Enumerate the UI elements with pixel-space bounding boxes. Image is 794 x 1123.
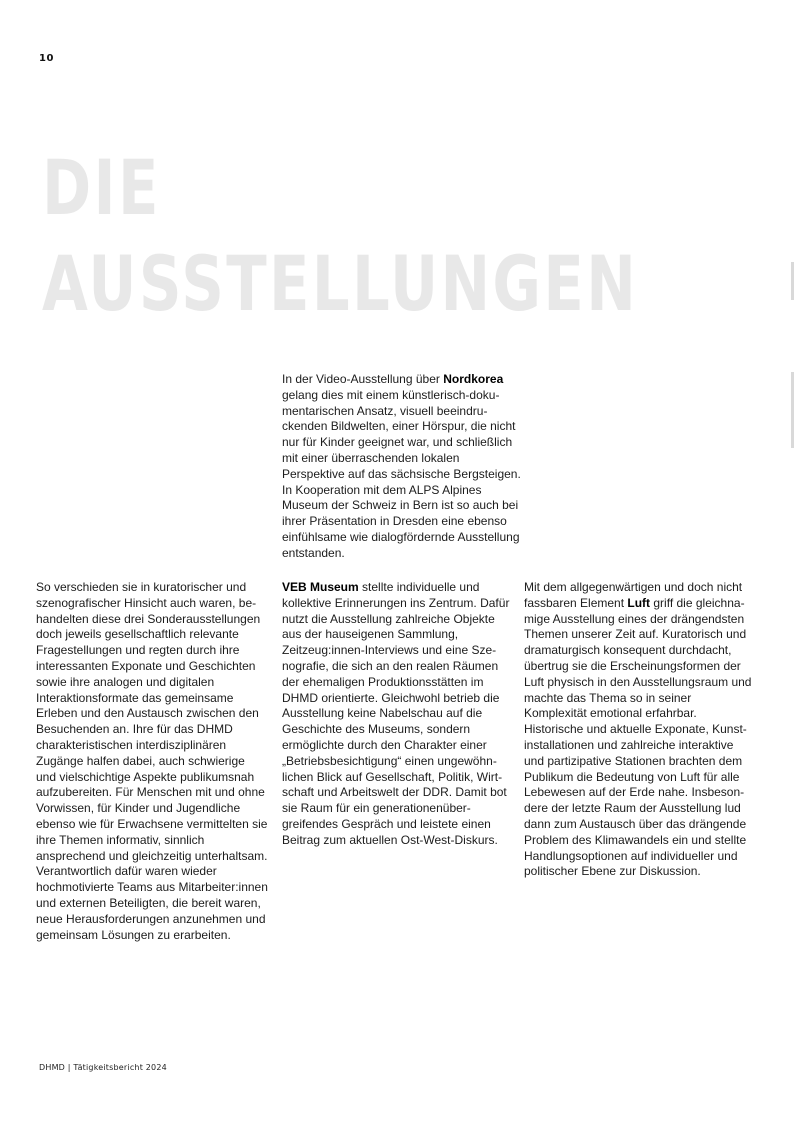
paragraph-text: stellte individuelle und kollektive Erinnerungen ins Zentrum. Dafür nutzt die Ausstellung zahlreiche Objekte aus der hauseigenen Sammlung, Zeitzeug:innen-Interviews und eine Szenografie, die sich an den realen Räumen der ehemaligen Produktionsstätten im DHMD orientierte. Gleichwohl betrieb die Ausstellung keine Nabelschau auf die Geschichte des Museums, sondern ermöglichte durch den Charakter einer „Betriebsbesichtigung“ einen ungewöhnlichen Blick auf Gesellschaft, Politik, Wirtschaft und Arbeitswelt der DDR. Damit bot sie Raum für ein generationenübergreifendes Gespräch und leistete einen Beitrag zum aktuellen Ost-West-Diskurs. <box>282 580 510 847</box>
paragraph-text: gelang dies mit einem künstlerisch-dokumentarischen Ansatz, visuell beeindruckenden Bildwelten, einer Hörspur, die nicht nur für Kinder geeignet war, und schließlich mit einer überraschenden lokalen Perspektive auf das sächsische Bergsteigen. In Kooperation mit dem ALPS Alpines Museum der Schweiz in Bern ist so auch bei ihrer Präsentation in Dresden eine ebenso einfühlsame wie dialogfördernde Ausstellung entstanden. <box>282 387 521 560</box>
page-headline <box>42 140 638 332</box>
page-footer: DHMD | Tätigkeitsbericht 2024 <box>39 1063 167 1072</box>
highlight-veb-museum: VEB Museum <box>282 580 359 594</box>
paragraph-nordkorea <box>282 372 522 562</box>
text-column-right <box>524 580 754 880</box>
paragraph-luft <box>524 580 754 880</box>
paragraph-text: In der Video-Ausstellung über <box>282 372 444 386</box>
headline-line-2: AUSSTELLUNGEN <box>42 239 639 328</box>
paragraph-veb-museum <box>282 580 514 849</box>
text-column-middle <box>282 580 514 849</box>
highlight-luft: Luft <box>627 595 651 610</box>
paragraph-intro: So verschieden sie in kuratorischer und szenografischer Hinsicht auch waren, behandelten diese drei Sonderausstellungen doch jeweils gesellschaftlich relevante Fragestellungen und regten durch ihre interessanten Exponate und Geschichten sowie ihre analogen und digitalen Interaktionsformate das gemeinsame Erleben und den Austausch zwischen den Besuchenden an. Ihre für das DHMD charakteristischen interdisziplinären Zugänge halfen dabei, auch schwierige und vielschichtige Aspekte publikumsnah aufzubereiten. Für Menschen mit und ohne Vorwissen, für Kinder und Jugendliche ebenso wie für Erwachsene vermittelten sie ihre Themen informativ, sinnlich ansprechend und gleichzeitig unterhaltsam. Verantwortlich dafür waren wieder hochmotivierte Teams aus Mitarbeiter:innen und externen Beteiligten, die bereit waren, neue Herausforderungen anzunehmen und gemeinsam Lösungen zu erarbeiten. <box>36 580 268 942</box>
paragraph-text: griff die gleichnamige Ausstellung eines der drängendsten Themen unserer Zeit auf. Kuratorisch und dramaturgisch konsequent durchdacht, übertrug sie die Erscheinungsformen der Luft physisch in den Ausstellungsraum und machte das Thema so in seiner Komplexität emotional erfahrbar. Historische und aktuelle Exponate, Kunstinstallationen und zahlreiche interaktive und partizipative Stationen brachten dem Publikum die Bedeutung von Luft für alle Lebewesen auf der Erde nahe. Insbesondere der letzte Raum der Ausstellung lud dann zum Austausch über das drängende Problem des Klimawandels ein und stellte Handlungsoptionen auf individueller und politischer Ebene zur Diskussion. <box>524 595 752 879</box>
paragraph-text: Mit dem allgegenwärtigen und doch nicht fassbaren Element <box>524 580 743 610</box>
page-number: 10 <box>39 53 54 64</box>
highlight-nordkorea: Nordkorea <box>443 372 504 386</box>
headline-line-1: DIE <box>42 143 161 232</box>
text-column-top <box>282 372 522 562</box>
text-column-left <box>36 580 268 943</box>
